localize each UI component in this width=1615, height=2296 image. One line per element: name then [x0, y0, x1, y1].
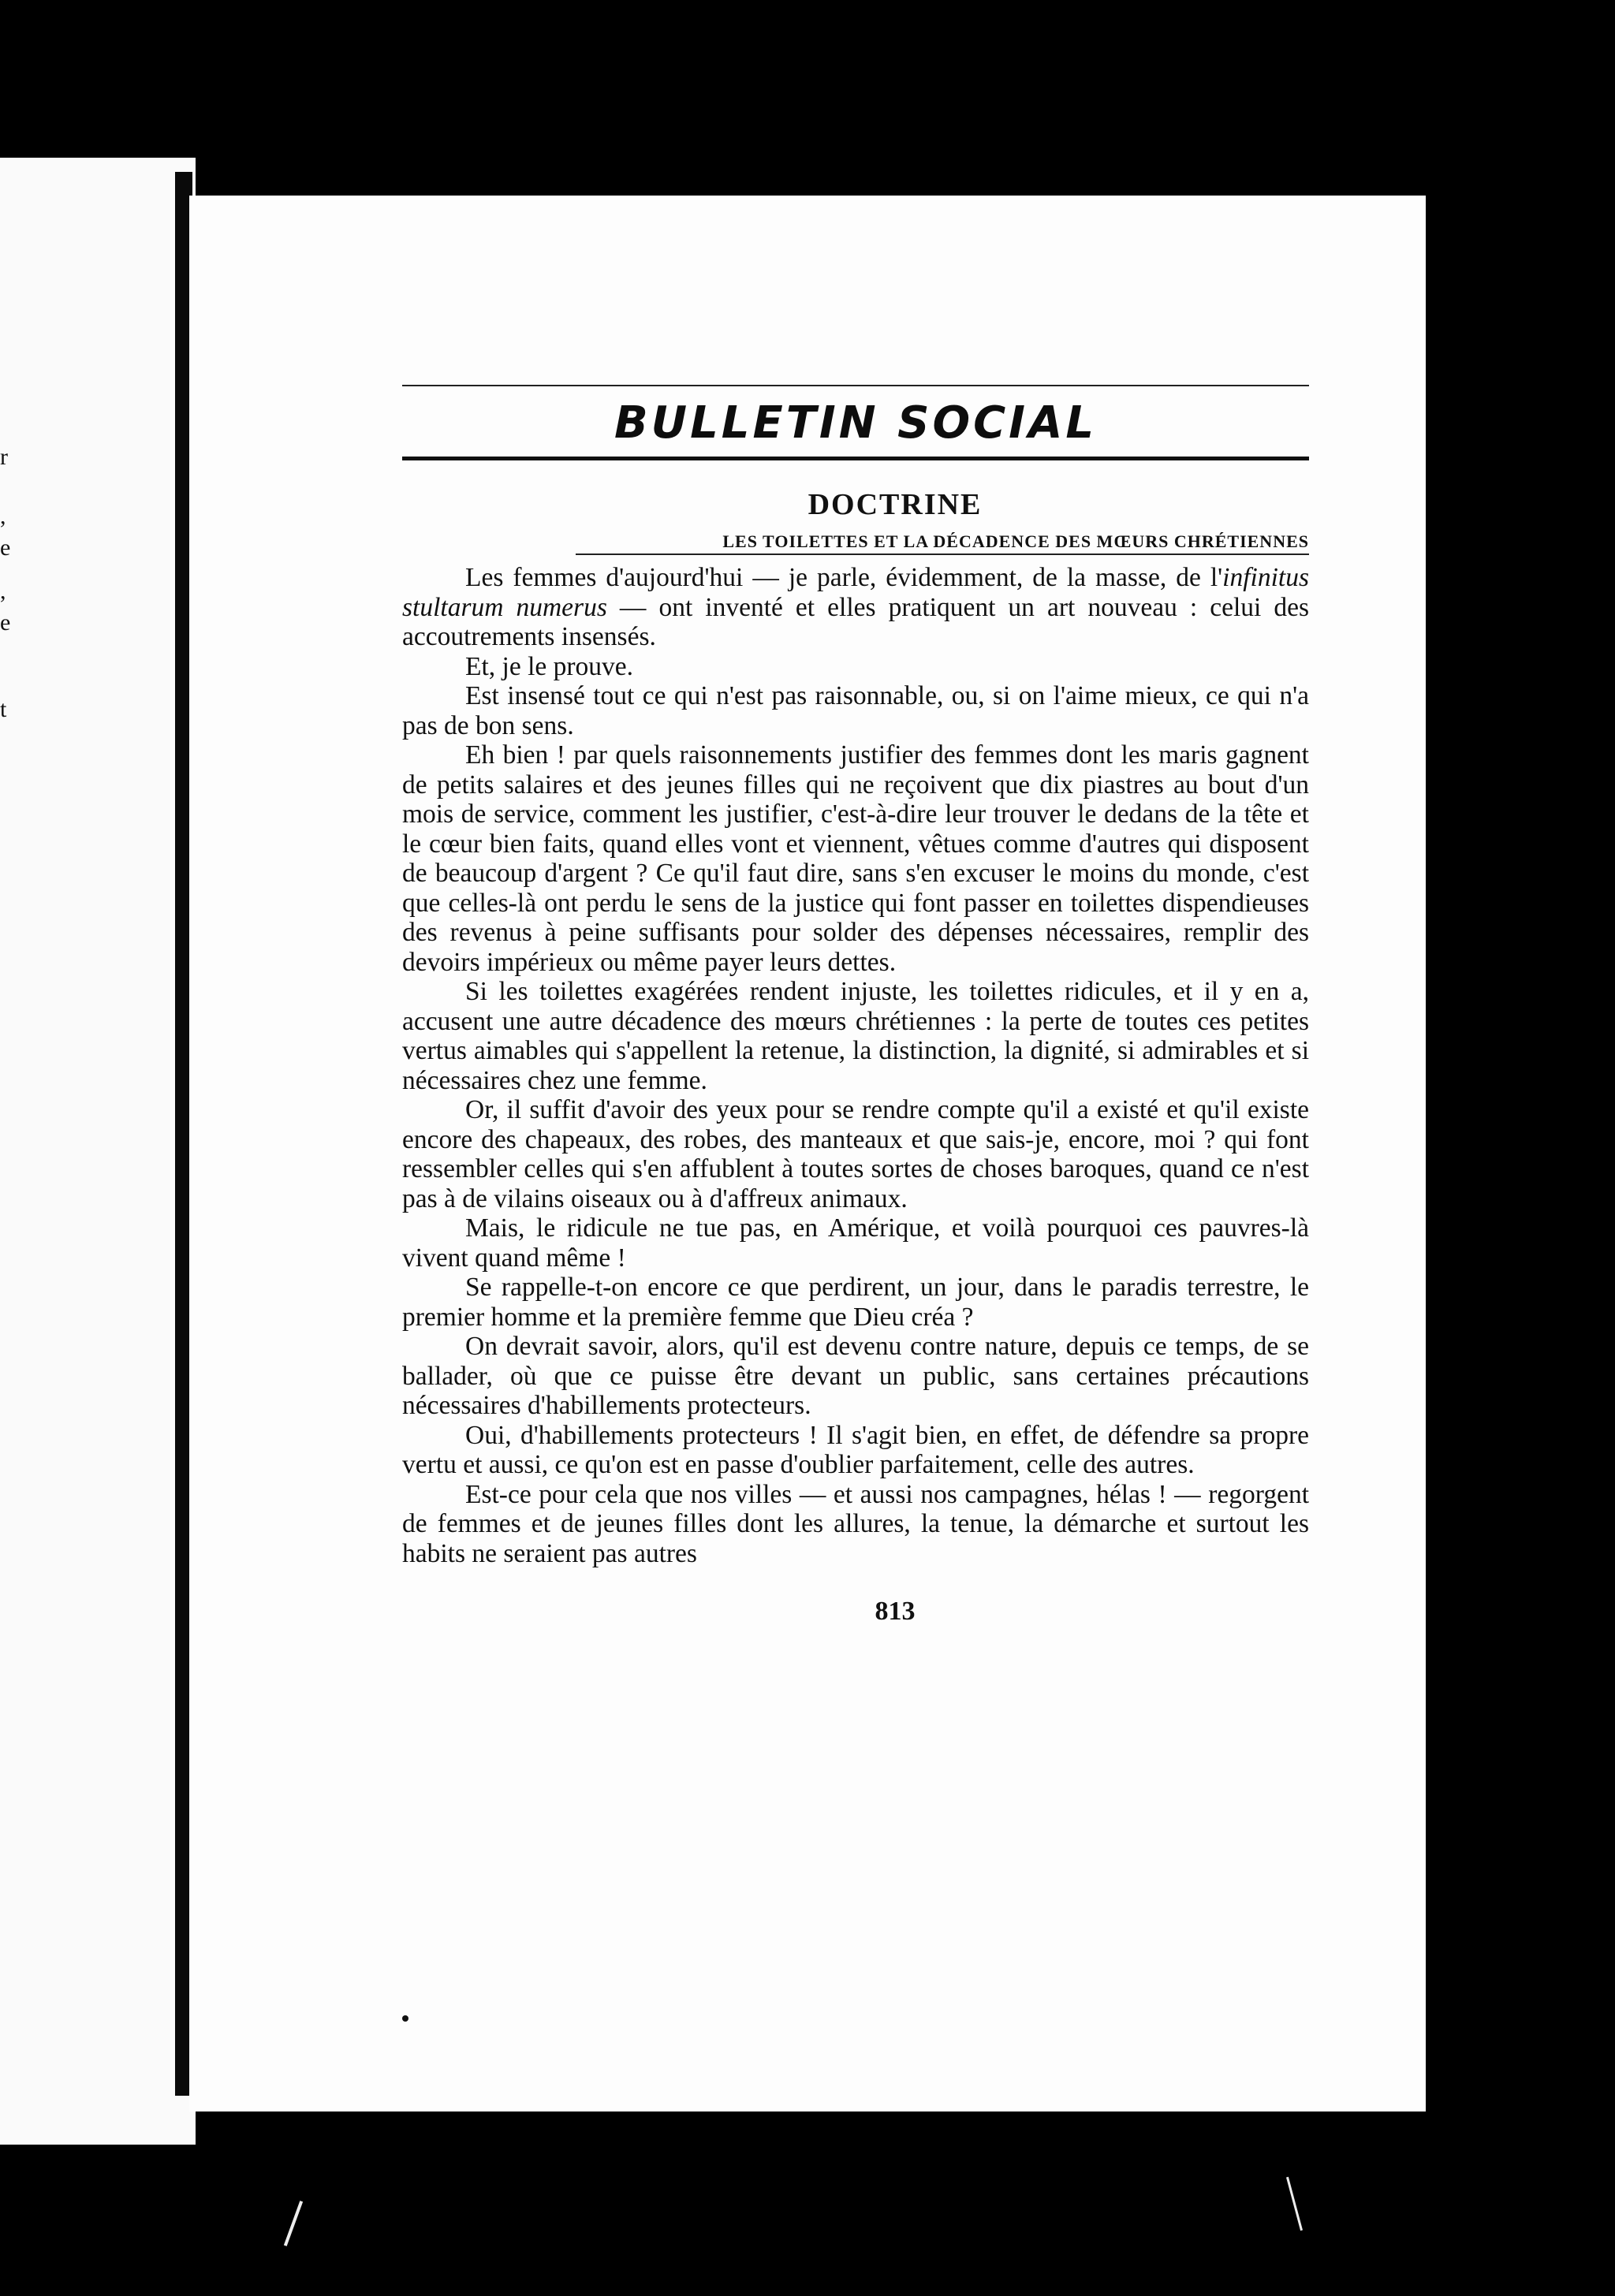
left-fragment-6: t: [0, 696, 7, 722]
paragraph-text: — ont inventé et elles pratiquent un art nouveau : celui des accoutrements insensés.: [402, 592, 1309, 651]
paragraph: On devrait savoir, alors, qu'il est devenu contre nature, depuis ce temps, de se ballader, où que ce puisse être devant un public, sans certaines précautions nécessaires d'habillements protecteurs.: [402, 1332, 1309, 1420]
article-heading: DOCTRINE: [808, 488, 983, 521]
film-scratch: [1286, 2177, 1303, 2231]
left-fragment-2: ,: [0, 503, 6, 529]
ink-dot: [402, 2015, 408, 2022]
book-page: [189, 196, 1426, 2112]
left-fragment-1: r: [0, 444, 8, 470]
paragraph: Est insensé tout ce qui n'est pas raisonnable, ou, si on l'aime mieux, ce qui n'a pas de bon sens.: [402, 681, 1309, 740]
paragraph-text: Les femmes d'aujourd'hui — je parle, évidemment, de la masse, de l': [465, 563, 1223, 592]
facing-page-fragment: [0, 158, 196, 2145]
paragraph: Or, il suffit d'avoir des yeux pour se rendre compte qu'il a existé et qu'il existe encore des chapeaux, des robes, des manteaux et que sais-je, encore, moi ? qui font ressembler celles qui s'en affublent à toutes sortes de choses baroques, quand ce n'est pas à de vilains oiseaux ou à d'affreux animaux.: [402, 1095, 1309, 1213]
page-content: [402, 385, 1309, 1627]
top-rule: [402, 385, 1309, 386]
paragraph: Et, je le prouve.: [465, 651, 634, 681]
title-rule: [402, 457, 1309, 460]
left-fragment-3: e: [0, 535, 11, 561]
film-scratch: [284, 2201, 303, 2246]
page-number: 813: [875, 1597, 916, 1626]
article-body: [402, 563, 1309, 1568]
left-fragment-4: ,: [0, 578, 6, 604]
paragraph: Mais, le ridicule ne tue pas, en Amérique, et voilà pourquoi ces pauvres-là vivent quand même !: [402, 1213, 1309, 1273]
section-title: BULLETIN SOCIAL: [614, 397, 1098, 449]
paragraph: [402, 563, 1309, 652]
latin-phrase: infinitus stultarum numerus: [402, 563, 1309, 622]
paragraph: Oui, d'habillements protecteurs ! Il s'agit bien, en effet, de défendre sa propre vertu et aussi, ce qu'on est en passe d'oublier parfaitement, celle des autres.: [402, 1420, 1309, 1479]
paragraph: Se rappelle-t-on encore ce que perdirent, un jour, dans le paradis terrestre, le premier homme et la première femme que Dieu créa ?: [402, 1273, 1309, 1332]
paragraph: Est-ce pour cela que nos villes — et aussi nos campagnes, hélas ! — regorgent de femmes et de jeunes filles dont les allures, la tenue, la démarche et surtout les habits ne seraient pas autres: [402, 1479, 1309, 1568]
paragraph: Si les toilettes exagérées rendent injuste, les toilettes ridicules, et il y en a, accusent une autre décadence des mœurs chrétiennes : la perte de toutes ces petites vertus aimables qui s'appellent la retenue, la distinction, la dignité, si admirables et si nécessaires chez une femme.: [402, 977, 1309, 1095]
article-subheading: LES TOILETTES ET LA DÉCADENCE DES MŒURS CHRÉTIENNES: [576, 531, 1309, 555]
left-fragment-5: e: [0, 609, 11, 636]
paragraph: Eh bien ! par quels raisonnements justifier des femmes dont les maris gagnent de petits salaires et des jeunes filles qui ne reçoivent que dix piastres au bout d'un mois de service, comment les justifier, c'est-à-dire leur trouver le dedans de la tête et le cœur bien faits, quand elles vont et viennent, vêtues comme d'autres qui disposent de beaucoup d'argent ? Ce qu'il faut dire, sans s'en excuser le moins du monde, c'est que celles-là ont perdu le sens de la justice qui font passer en toilettes dispendieuses des revenus à peine suffisants pour solder des dépenses nécessaires, remplir des devoirs impérieux ou même payer leurs dettes.: [402, 740, 1309, 977]
